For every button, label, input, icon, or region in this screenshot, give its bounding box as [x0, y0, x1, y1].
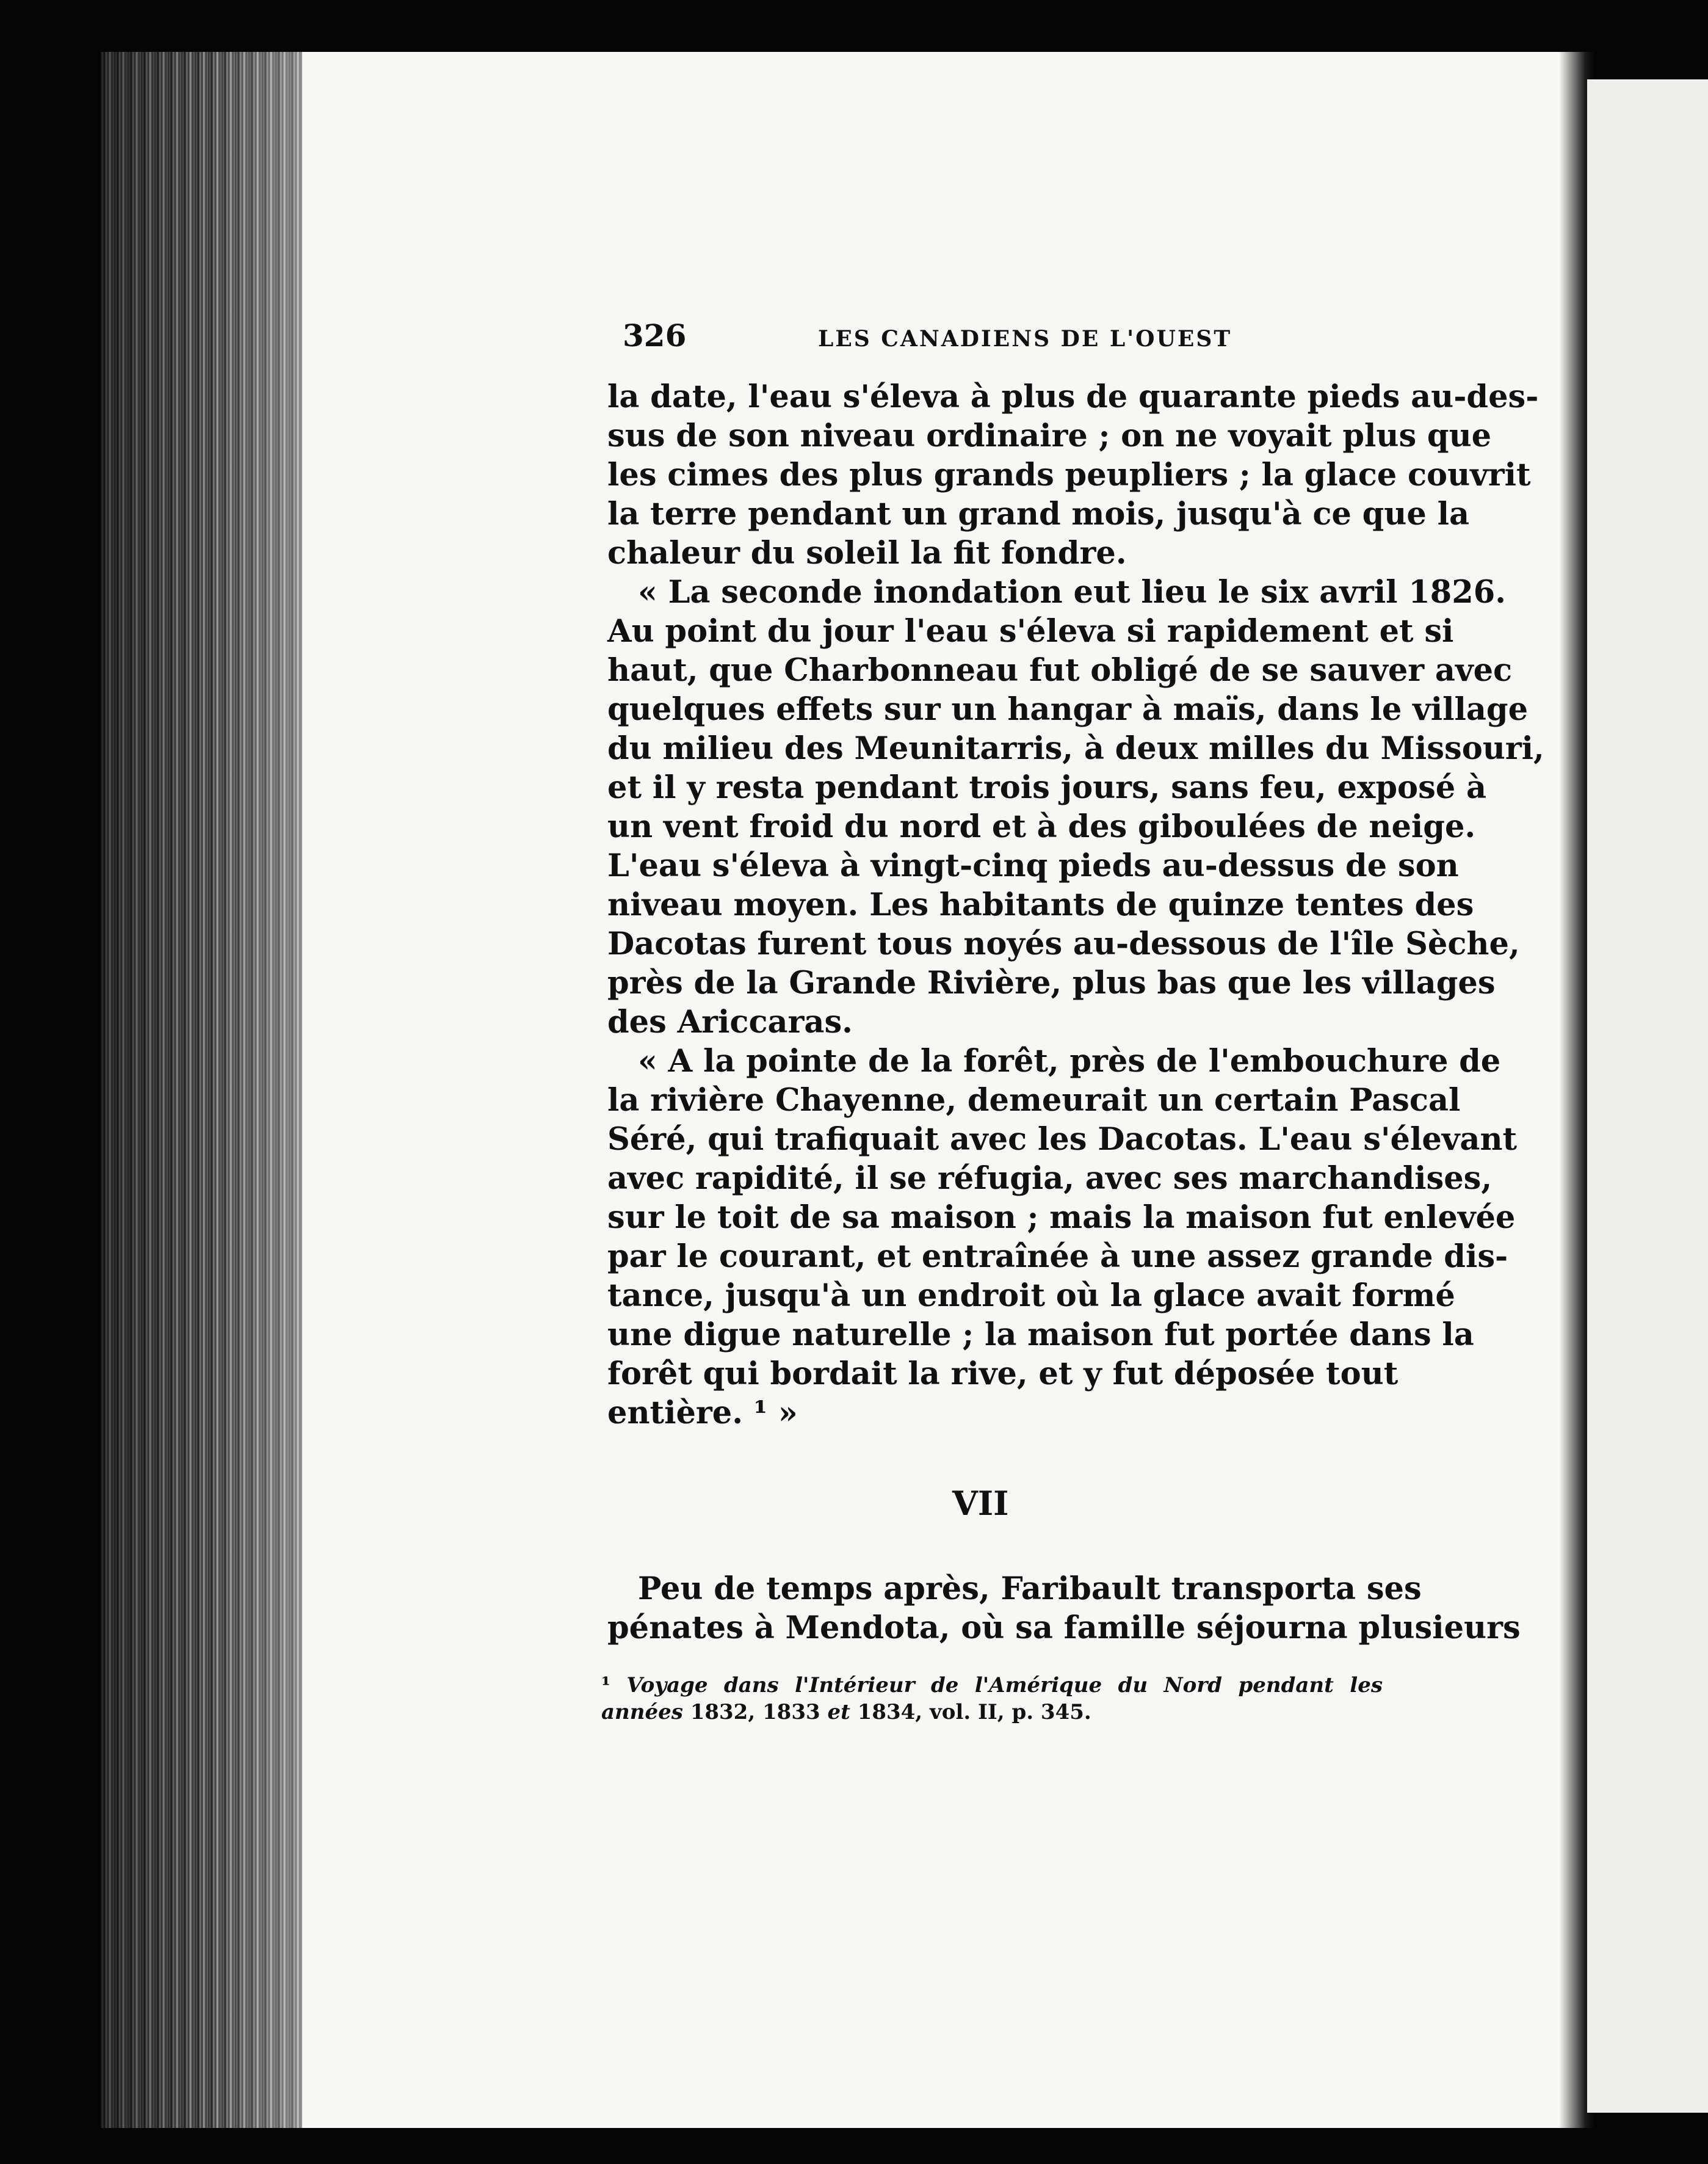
text-line: pénates à Mendota, où sa famille séjourna plusieurs — [607, 1610, 1521, 1646]
text-line: près de la Grande Rivière, plus bas que les villages — [607, 965, 1496, 1001]
body-text — [607, 377, 1544, 1432]
text-line: un vent froid du nord et à des giboulées de neige. — [607, 808, 1476, 845]
text-line: la terre pendant un grand mois, jusqu'à ce que la — [607, 496, 1469, 532]
text-line: « A la pointe de la forêt, près de l'embouchure de — [638, 1043, 1501, 1080]
page-edges — [101, 52, 302, 2128]
footnote-reference: 1834, vol. II, p. 345. — [850, 1700, 1091, 1724]
text-line: Dacotas furent tous noyés au-dessous de l'île Sèche, — [607, 926, 1520, 962]
footnote-line — [601, 1699, 1383, 1726]
text-line: du milieu des Meunitarris, à deux milles du Missouri, — [607, 730, 1544, 767]
page-header — [623, 318, 1380, 366]
footnote-years: 1832, 1833 — [682, 1700, 828, 1724]
text-line: Au point du jour l'eau s'éleva si rapidement et si — [607, 613, 1454, 650]
running-head: LES CANADIENS DE L'OUEST — [818, 326, 1232, 352]
text-line: tance, jusqu'à un endroit où la glace avait formé — [607, 1277, 1455, 1314]
footnote-conj: et — [827, 1700, 850, 1724]
footnote — [601, 1672, 1383, 1726]
text-line: avec rapidité, il se réfugia, avec ses marchandises, — [607, 1160, 1493, 1197]
text-line: les cimes des plus grands peupliers ; la glace couvrit — [607, 457, 1531, 493]
text-line: quelques effets sur un hangar à maïs, dans le village — [607, 691, 1529, 728]
text-line: chaleur du soleil la fit fondre. — [607, 535, 1127, 572]
section-text — [607, 1569, 1521, 1647]
text-line: la rivière Chayenne, demeurait un certain Pascal — [607, 1082, 1461, 1119]
facing-page-edge — [1587, 79, 1708, 2113]
text-line: forêt qui bordait la rive, et y fut déposée tout — [607, 1356, 1399, 1392]
footnote-title: Voyage dans l'Intérieur de l'Amérique du Nord pendant les — [626, 1673, 1383, 1697]
text-line: une digue naturelle ; la maison fut portée dans la — [607, 1316, 1474, 1353]
text-line: par le courant, et entraînée à une assez grande dis- — [607, 1238, 1508, 1275]
footnote-title-cont: années — [601, 1700, 683, 1724]
text-line: niveau moyen. Les habitants de quinze tentes des — [607, 887, 1474, 923]
text-line: Séré, qui trafiquait avec les Dacotas. L'eau s'élevant — [607, 1121, 1518, 1158]
text-line: la date, l'eau s'éleva à plus de quarante pieds au-des- — [607, 379, 1539, 415]
text-line: « La seconde inondation eut lieu le six avril 1826. — [638, 574, 1506, 611]
footnote-marker: ¹ — [601, 1673, 610, 1697]
section-heading: VII — [952, 1484, 1009, 1523]
text-line: entière. ¹ » — [607, 1395, 798, 1431]
text-line: et il y resta pendant trois jours, sans feu, exposé à — [607, 769, 1487, 806]
page-number: 326 — [623, 318, 687, 354]
text-line: haut, que Charbonneau fut obligé de se sauver avec — [607, 652, 1513, 689]
text-line: sur le toit de sa maison ; mais la maison fut enlevée — [607, 1199, 1516, 1236]
footnote-line — [601, 1672, 1383, 1699]
text-line: des Ariccaras. — [607, 1004, 853, 1040]
text-line: Peu de temps après, Faribault transporta ses — [638, 1570, 1422, 1607]
text-line: L'eau s'éleva à vingt-cinq pieds au-dessus de son — [607, 848, 1459, 884]
text-line: sus de son niveau ordinaire ; on ne voyait plus que — [607, 418, 1492, 454]
